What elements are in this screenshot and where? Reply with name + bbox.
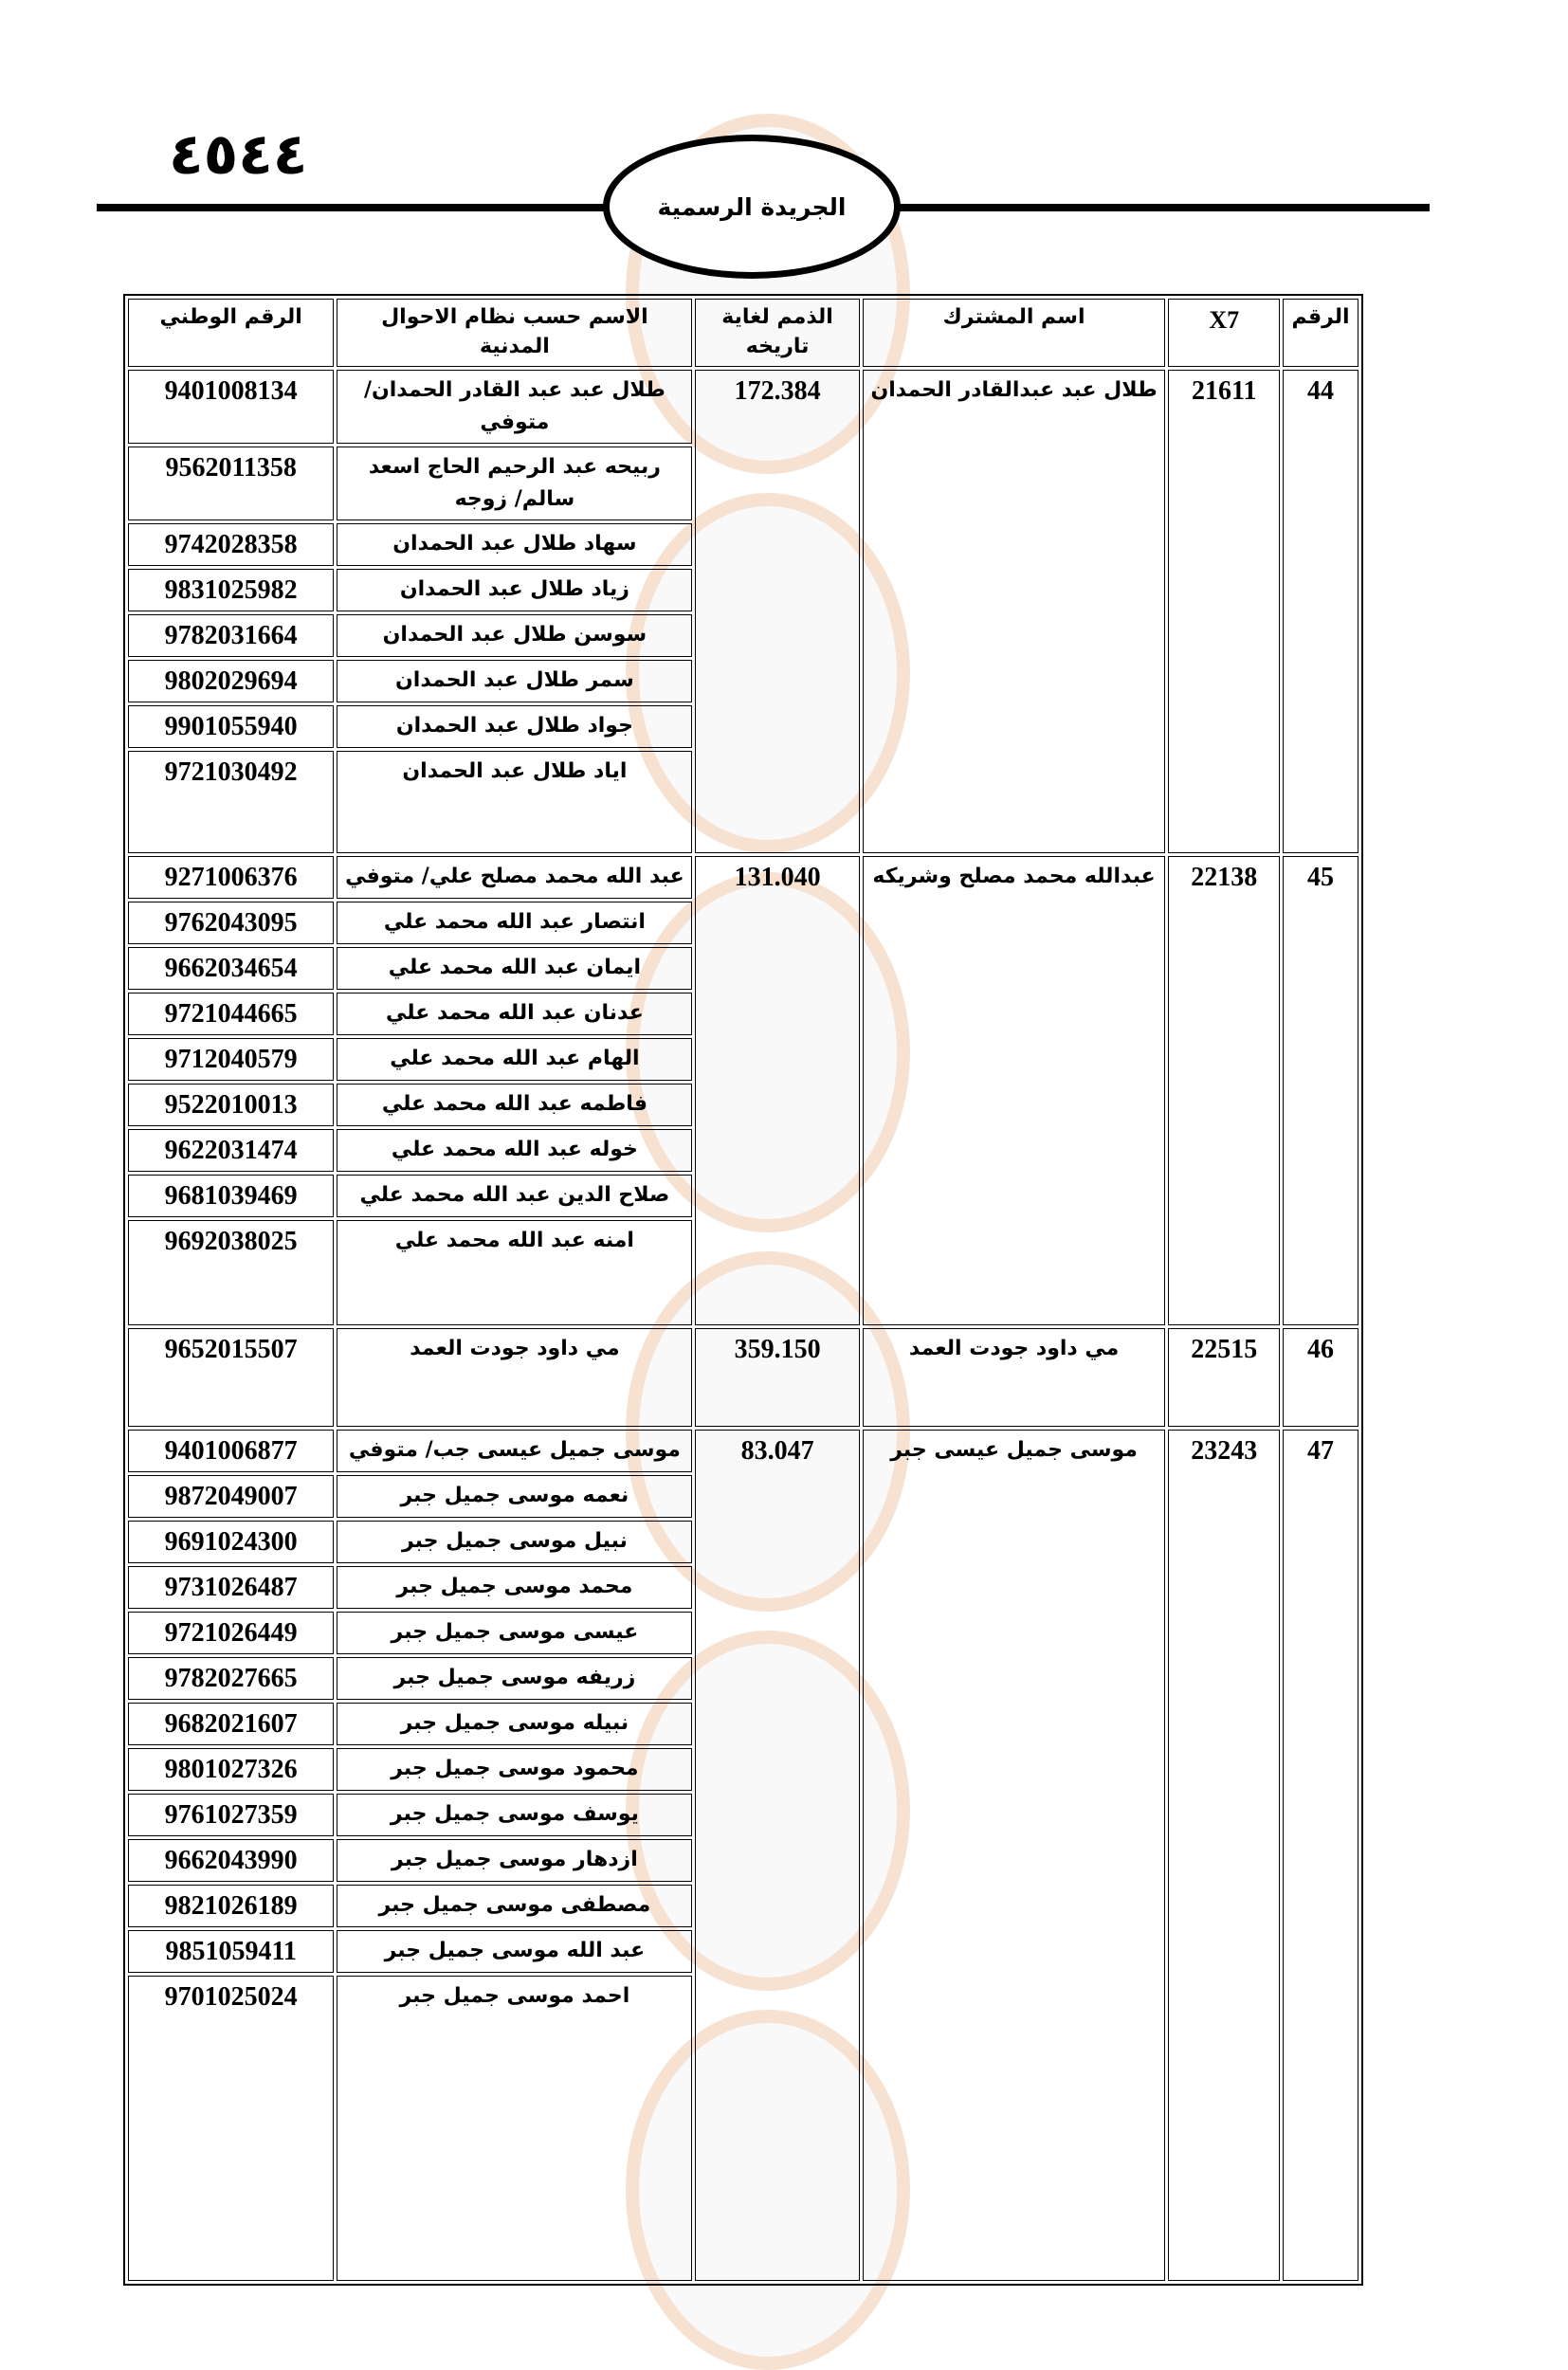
header-title: الجريدة الرسمية [657, 192, 847, 221]
member-national-id: 9682021607 [128, 1703, 334, 1745]
member-national-id: 9801027326 [128, 1748, 334, 1791]
member-national-id: 9712040579 [128, 1038, 334, 1081]
member-national-id: 9761027359 [128, 1794, 334, 1836]
member-national-id: 9692038025 [128, 1220, 334, 1325]
member-name: نعمه موسى جميل جبر [337, 1475, 692, 1518]
member-name: خوله عبد الله محمد علي [337, 1129, 692, 1172]
subscribers-table [123, 294, 1363, 2286]
member-name: الهام عبد الله محمد علي [337, 1038, 692, 1081]
group-number: 44 [1283, 370, 1358, 853]
member-name: ربيحه عبد الرحيم الحاج اسعد سالم/ زوجه [337, 447, 692, 520]
group-x7: 23243 [1168, 1430, 1280, 2281]
table-row [128, 1328, 1358, 1427]
group-x7: 22515 [1168, 1328, 1280, 1427]
member-national-id: 9782031664 [128, 614, 334, 657]
member-name: عبد الله موسى جميل جبر [337, 1930, 692, 1973]
member-national-id: 9731026487 [128, 1566, 334, 1609]
member-name: سمر طلال عبد الحمدان [337, 660, 692, 702]
member-name: عبد الله محمد مصلح علي/ متوفي [337, 856, 692, 899]
member-name: زريفه موسى جميل جبر [337, 1657, 692, 1700]
table-header-row [128, 299, 1358, 367]
member-name: موسى جميل عيسى جب/ متوفي [337, 1430, 692, 1472]
col-debt: الذمم لغاية تاريخه [695, 299, 859, 367]
member-name: نبيل موسى جميل جبر [337, 1521, 692, 1563]
member-name: ايمان عبد الله محمد علي [337, 947, 692, 990]
member-national-id: 9782027665 [128, 1657, 334, 1700]
member-national-id: 9721030492 [128, 751, 334, 853]
col-subscriber: اسم المشترك [863, 299, 1166, 367]
group-number: 46 [1283, 1328, 1358, 1427]
member-national-id: 9901055940 [128, 705, 334, 748]
member-national-id: 9821026189 [128, 1885, 334, 1927]
group-x7: 22138 [1168, 856, 1280, 1325]
member-name: سهاد طلال عبد الحمدان [337, 523, 692, 566]
group-subscriber: عبدالله محمد مصلح وشريكه [863, 856, 1166, 1325]
member-name: محمد موسى جميل جبر [337, 1566, 692, 1609]
member-national-id: 9721026449 [128, 1612, 334, 1654]
member-national-id: 9622031474 [128, 1129, 334, 1172]
member-name: انتصار عبد الله محمد علي [337, 902, 692, 944]
group-subscriber: مي داود جودت العمد [863, 1328, 1166, 1427]
member-national-id: 9831025982 [128, 569, 334, 611]
page-number: ٤٥٤٤ [169, 121, 308, 188]
member-national-id: 9401006877 [128, 1430, 334, 1472]
member-national-id: 9271006376 [128, 856, 334, 899]
col-civil-name: الاسم حسب نظام الاحوال المدنية [337, 299, 692, 367]
member-national-id: 9701025024 [128, 1976, 334, 2281]
member-name: طلال عبد عبد القادر الحمدان/ متوفي [337, 370, 692, 444]
table-row [128, 1430, 1358, 1472]
member-national-id: 9872049007 [128, 1475, 334, 1518]
member-name: امنه عبد الله محمد علي [337, 1220, 692, 1325]
table-row [128, 856, 1358, 899]
member-name: مي داود جودت العمد [337, 1328, 692, 1427]
member-national-id: 9851059411 [128, 1930, 334, 1973]
member-name: زياد طلال عبد الحمدان [337, 569, 692, 611]
group-number: 47 [1283, 1430, 1358, 2281]
group-debt: 172.384 [695, 370, 859, 853]
member-name: صلاح الدين عبد الله محمد علي [337, 1175, 692, 1217]
member-national-id: 9562011358 [128, 447, 334, 520]
member-national-id: 9691024300 [128, 1521, 334, 1563]
member-name: مصطفى موسى جميل جبر [337, 1885, 692, 1927]
col-number: الرقم [1283, 299, 1358, 367]
member-name: سوسن طلال عبد الحمدان [337, 614, 692, 657]
col-x7: X7 [1168, 299, 1280, 367]
header-title-oval [603, 135, 901, 279]
member-name: محمود موسى جميل جبر [337, 1748, 692, 1791]
member-national-id: 9762043095 [128, 902, 334, 944]
group-subscriber: موسى جميل عيسى جبر [863, 1430, 1166, 2281]
member-name: فاطمه عبد الله محمد علي [337, 1084, 692, 1126]
member-national-id: 9802029694 [128, 660, 334, 702]
member-national-id: 9721044665 [128, 993, 334, 1035]
group-x7: 21611 [1168, 370, 1280, 853]
col-national-id: الرقم الوطني [128, 299, 334, 367]
member-name: عدنان عبد الله محمد علي [337, 993, 692, 1035]
group-debt: 83.047 [695, 1430, 859, 2281]
group-debt: 131.040 [695, 856, 859, 1325]
member-name: اياد طلال عبد الحمدان [337, 751, 692, 853]
member-name: عيسى موسى جميل جبر [337, 1612, 692, 1654]
member-national-id: 9662034654 [128, 947, 334, 990]
member-national-id: 9652015507 [128, 1328, 334, 1427]
member-name: نبيله موسى جميل جبر [337, 1703, 692, 1745]
member-name: ازدهار موسى جميل جبر [337, 1839, 692, 1882]
group-debt: 359.150 [695, 1328, 859, 1427]
member-national-id: 9662043990 [128, 1839, 334, 1882]
member-national-id: 9742028358 [128, 523, 334, 566]
group-number: 45 [1283, 856, 1358, 1325]
group-subscriber: طلال عبد عبدالقادر الحمدان [863, 370, 1166, 853]
table-row [128, 370, 1358, 444]
member-national-id: 9401008134 [128, 370, 334, 444]
member-name: يوسف موسى جميل جبر [337, 1794, 692, 1836]
member-name: احمد موسى جميل جبر [337, 1976, 692, 2281]
member-national-id: 9522010013 [128, 1084, 334, 1126]
member-name: جواد طلال عبد الحمدان [337, 705, 692, 748]
member-national-id: 9681039469 [128, 1175, 334, 1217]
